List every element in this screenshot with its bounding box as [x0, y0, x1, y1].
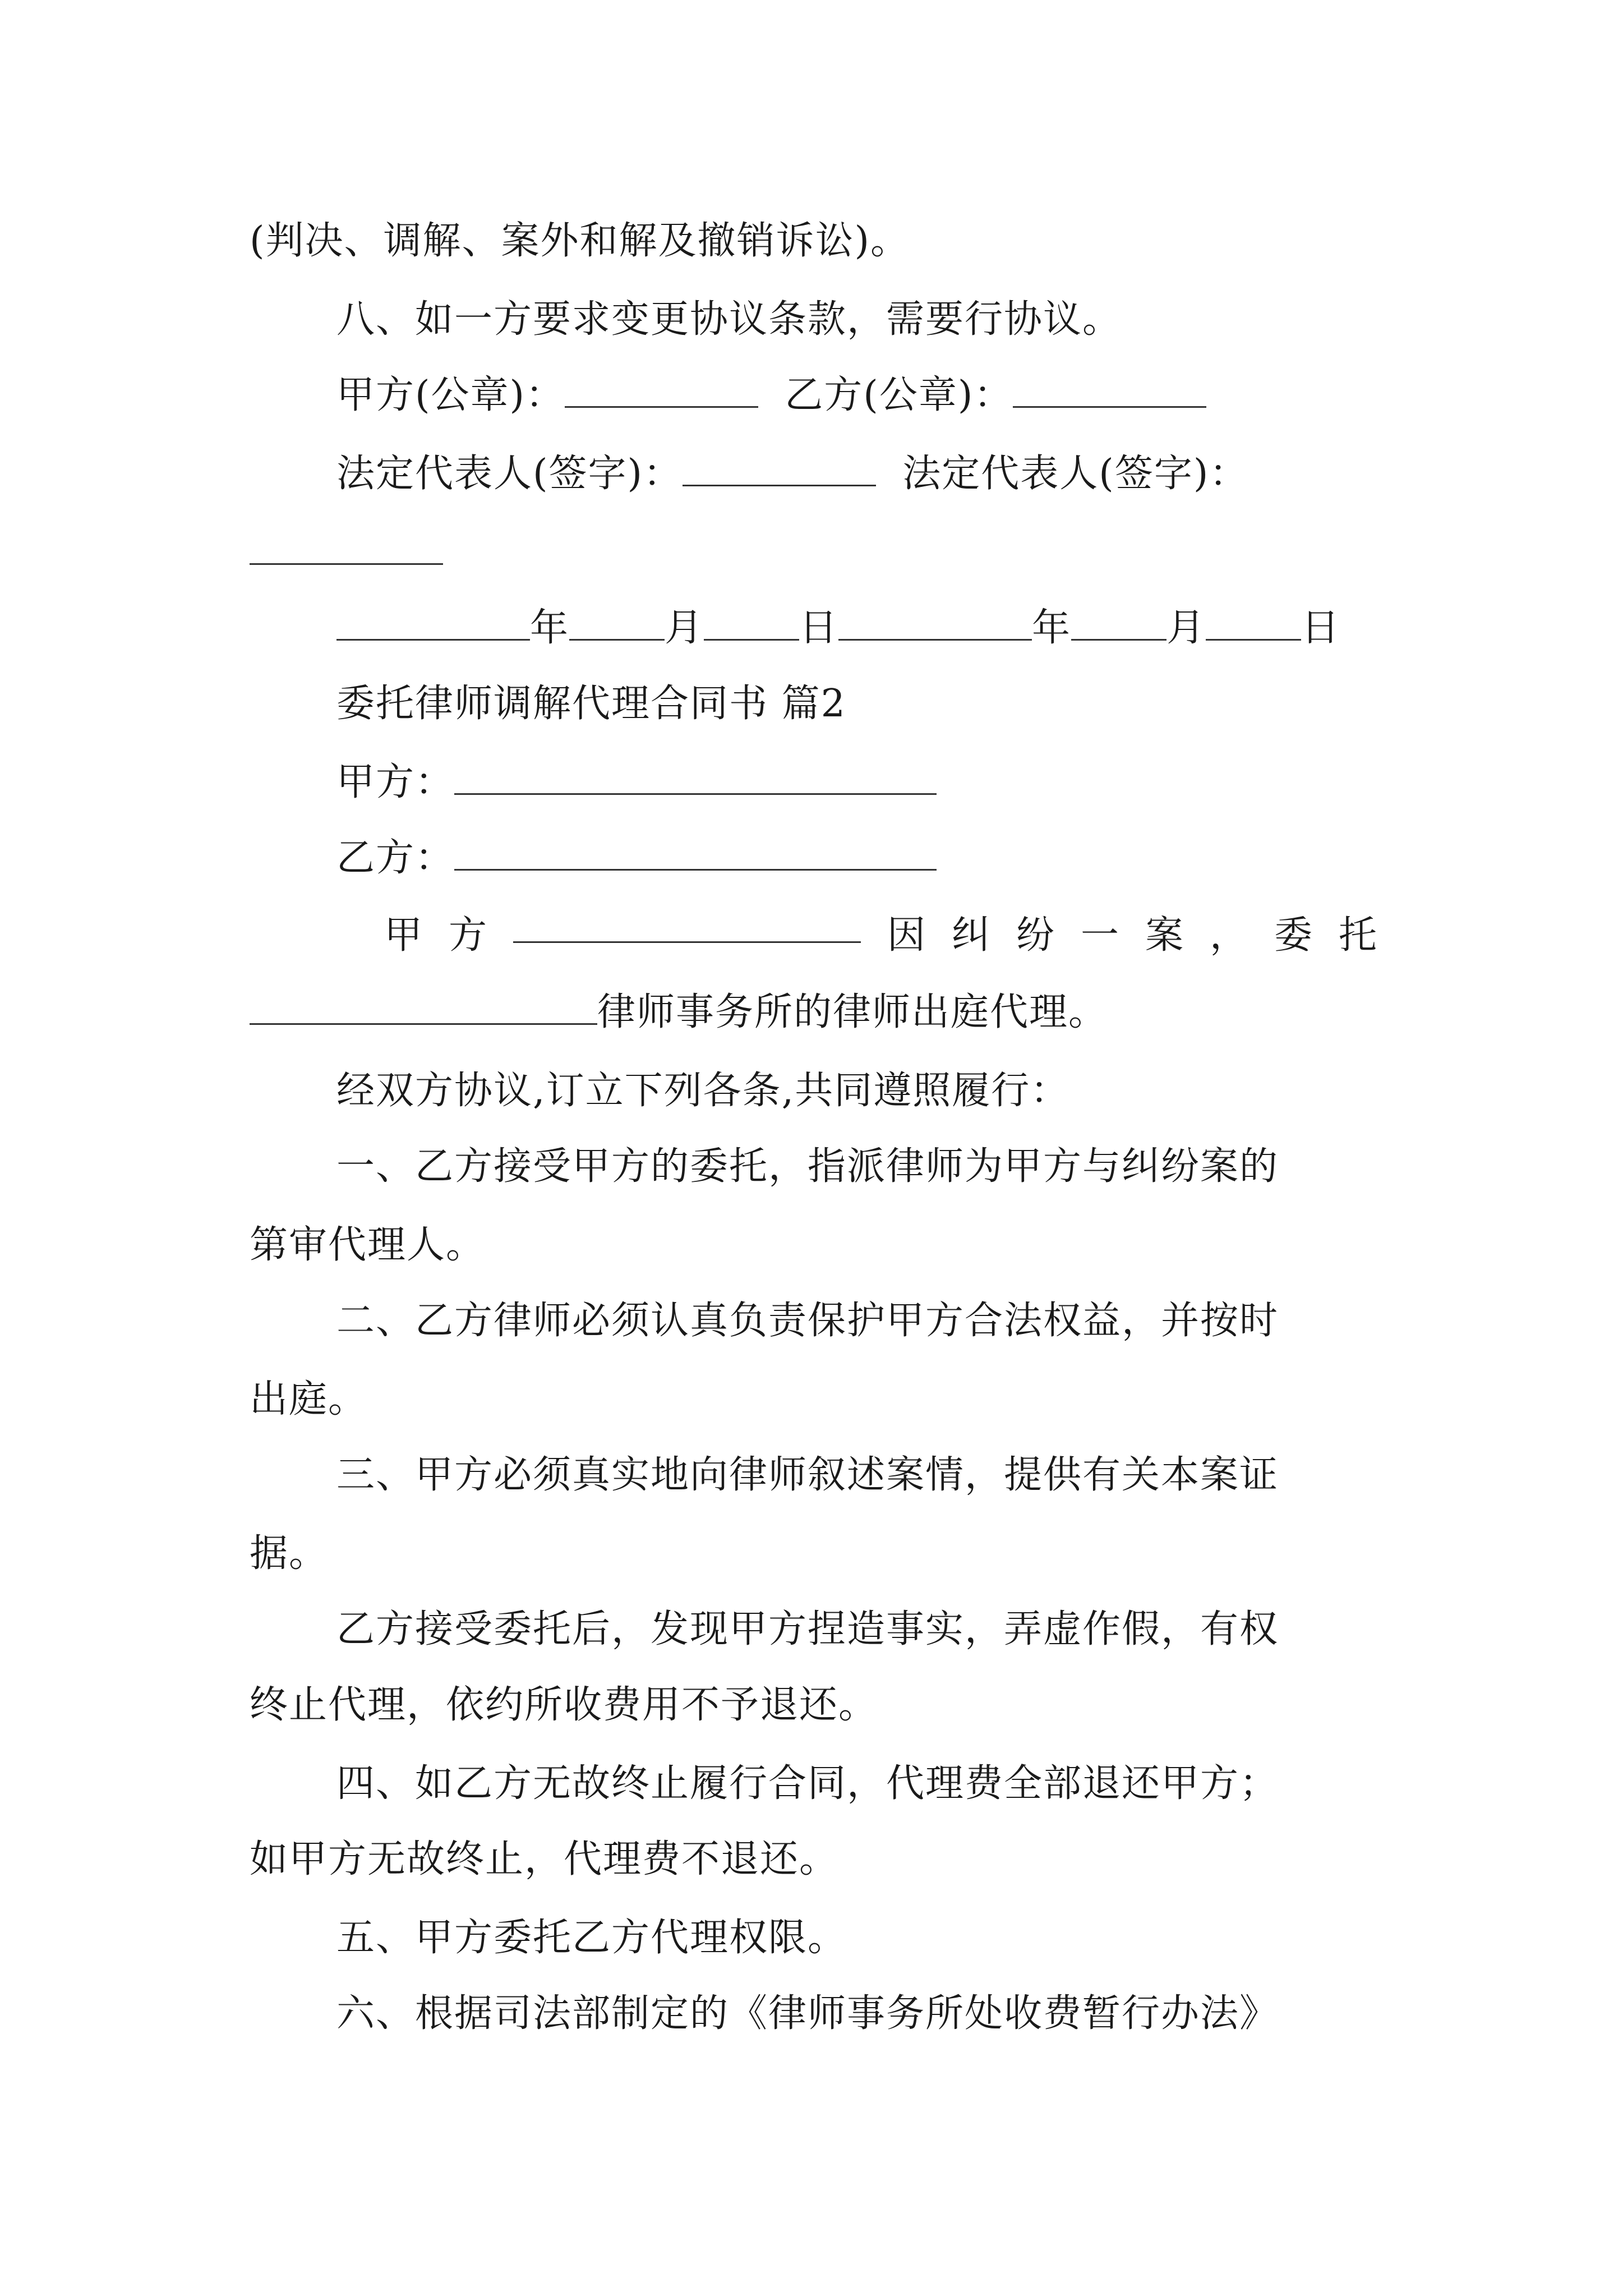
year-blank-b[interactable]: [838, 605, 1032, 641]
justified-line: [384, 908, 1377, 964]
text-line: 如甲方无故终止，代理费不退还。: [250, 1837, 839, 1881]
party-a-line: [336, 754, 937, 811]
signature-line-seal: [336, 367, 1206, 424]
year-label: 年: [530, 606, 570, 650]
party-b-representative-blank[interactable]: [250, 530, 443, 565]
party-b-seal-blank[interactable]: [1013, 372, 1206, 408]
party-a-label: 甲方：: [336, 760, 455, 804]
text-line: 六、根据司法部制定的《律师事务所处收费暂行办法》: [336, 1991, 1279, 2036]
text-line: 三、甲方必须真实地向律师叙述案情，提供有关本案证: [336, 1453, 1279, 1497]
text-fragment: 律师事务所的律师出庭代理。: [597, 990, 1108, 1034]
party-a-seal-blank[interactable]: [565, 372, 758, 408]
section-title: 委托律师调解代理合同书 篇2: [336, 682, 846, 726]
text-line: 一、乙方接受甲方的委托，指派律师为甲方与纠纷案的: [336, 1144, 1279, 1189]
day-label: 日: [799, 606, 839, 650]
party-a-seal-label: 甲方(公章)：: [336, 373, 565, 417]
char: ，: [1209, 913, 1248, 958]
text-line: 五、甲方委托乙方代理权限。: [336, 1916, 847, 1960]
char: 纷: [1016, 913, 1054, 958]
text-line: 二、乙方律师必须认真负责保护甲方合法权益，并按时: [336, 1299, 1279, 1343]
text-line: 第审代理人。: [250, 1223, 486, 1267]
text-line: 乙方接受委托后，发现甲方捏造事实，弄虚作假，有权: [336, 1607, 1279, 1651]
char: 纠: [951, 913, 990, 958]
party-b-label: 乙方：: [336, 836, 455, 880]
day-blank-b[interactable]: [1206, 605, 1301, 641]
char: 方: [449, 913, 487, 958]
case-party-blank[interactable]: [513, 908, 861, 943]
party-b-seal-label: 乙方(公章)：: [785, 373, 1013, 417]
text-line: 出庭。: [250, 1377, 368, 1421]
date-line: [336, 600, 1340, 656]
char: 委: [1274, 913, 1312, 958]
party-b-line: [336, 830, 937, 886]
day-blank-a[interactable]: [704, 605, 799, 641]
continuation-line: [250, 524, 443, 581]
month-blank-a[interactable]: [569, 605, 665, 641]
party-a-representative-label: 法定代表人(签字)：: [336, 452, 683, 496]
year-blank-a[interactable]: [336, 605, 530, 641]
char: 案: [1145, 913, 1183, 958]
text-line: 经双方协议,订立下列各条,共同遵照履行：: [336, 1069, 1070, 1113]
char: 托: [1338, 913, 1377, 958]
signature-line-representative: [336, 446, 1248, 502]
party-a-blank[interactable]: [454, 760, 937, 795]
text-line: 八、如一方要求变更协议条款，需要行协议。: [336, 297, 1122, 342]
char: 甲: [384, 913, 423, 958]
party-b-representative-label: 法定代表人(签字)：: [902, 452, 1249, 496]
party-a-representative-blank[interactable]: [683, 451, 876, 486]
text-line: (判决、调解、案外和解及撤销诉讼)。: [250, 219, 910, 263]
char: 一: [1080, 913, 1119, 958]
text-line: 四、如乙方无故终止履行合同，代理费全部退还甲方；: [336, 1761, 1279, 1806]
text-line: 据。: [250, 1531, 329, 1576]
party-b-blank[interactable]: [454, 835, 937, 871]
month-label: 月: [665, 606, 704, 650]
month-label: 月: [1166, 606, 1206, 650]
year-label: 年: [1032, 606, 1072, 650]
law-firm-blank[interactable]: [250, 990, 597, 1025]
char: 因: [887, 913, 925, 958]
law-firm-line: [250, 984, 1108, 1041]
text-line: 终止代理，依约所收费用不予退还。: [250, 1683, 878, 1727]
day-label: 日: [1301, 606, 1341, 650]
month-blank-b[interactable]: [1071, 605, 1166, 641]
